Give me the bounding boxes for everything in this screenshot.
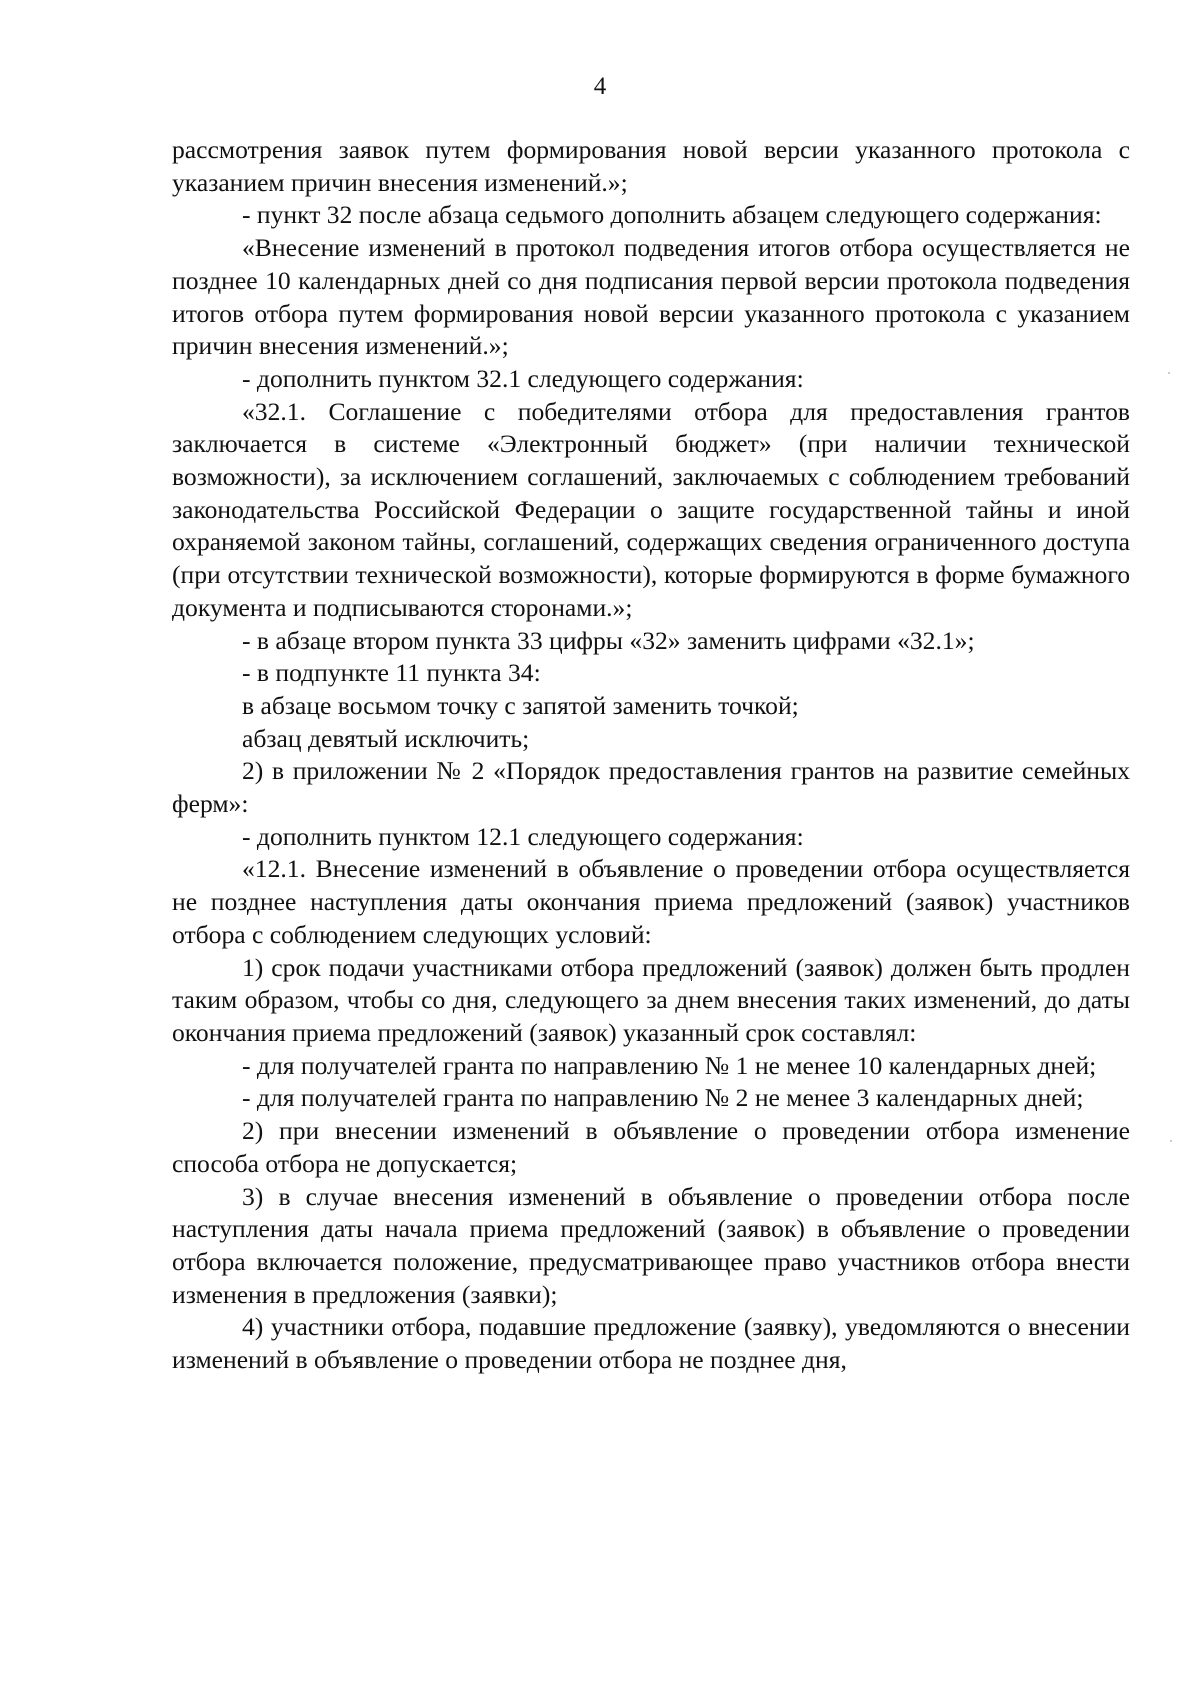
scan-artifact — [1168, 372, 1170, 374]
paragraph: рассмотрения заявок путем формирования новой версии указанного протокола с указанием причин внесения изменений.»; — [172, 135, 1130, 197]
paragraph: «Внесение изменений в протокол подведения итогов отбора осуществляется не позднее 10 календарных дней со дня подписания первой версии протокола подведения итогов отбора путем формирования новой версии указанного протокола с указанием причин внесения изменений.»; — [172, 233, 1130, 361]
paragraph: - дополнить пунктом 12.1 следующего содержания: — [242, 821, 804, 851]
paragraph: - для получателей гранта по направлению № 2 не менее 3 календарных дней; — [242, 1083, 1084, 1113]
document-body — [172, 134, 1130, 1377]
scan-artifact — [1170, 1140, 1172, 1142]
paragraph: - в абзаце втором пункта 33 цифры «32» заменить цифрами «32.1»; — [242, 625, 975, 655]
paragraph: 3) в случае внесения изменений в объявление о проведении отбора после наступления даты начала приема предложений (заявок) в объявление о проведении отбора включается положение, предусматривающее право участников отбора внести изменения в предложения (заявки); — [172, 1181, 1130, 1309]
paragraph: - для получателей гранта по направлению № 1 не менее 10 календарных дней; — [242, 1050, 1097, 1080]
paragraph: - пункт 32 после абзаца седьмого дополнить абзацем следующего содержания: — [242, 200, 1102, 230]
paragraph: в абзаце восьмом точку с запятой заменить точкой; — [242, 690, 799, 720]
paragraph: 1) срок подачи участниками отбора предложений (заявок) должен быть продлен таким образом, чтобы со дня, следующего за днем внесения таких изменений, до даты окончания приема предложений (заявок) указанный срок составлял: — [172, 952, 1130, 1047]
paragraph: - дополнить пунктом 32.1 следующего содержания: — [242, 363, 804, 393]
paragraph: абзац девятый исключить; — [242, 723, 530, 753]
paragraph: «32.1. Соглашение с победителями отбора для предоставления грантов заключается в системе «Электронный бюджет» (при наличии технической возможности), за исключением соглашений, заключаемых с соблюдением требований законодательства Российской Федерации о защите государственной тайны и иной охраняемой законом тайны, соглашений, содержащих сведения ограниченного доступа (при отсутствии технической возможности), которые формируются в форме бумажного документа и подписываются сторонами.»; — [172, 396, 1130, 622]
paragraph: «12.1. Внесение изменений в объявление о проведении отбора осуществляется не позднее наступления даты окончания приема предложений (заявок) участников отбора с соблюдением следующих условий: — [172, 854, 1130, 949]
paragraph: 2) в приложении № 2 «Порядок предоставления грантов на развитие семейных ферм»: — [172, 756, 1130, 819]
paragraph: 4) участники отбора, подавшие предложение (заявку), уведомляются о внесении изменений в объявление о проведении отбора не позднее дня, — [172, 1312, 1130, 1375]
page-number: 4 — [593, 73, 607, 100]
paragraph: - в подпункте 11 пункта 34: — [242, 658, 541, 688]
paragraph: 2) при внесении изменений в объявление о проведении отбора изменение способа отбора не допускается; — [172, 1116, 1130, 1178]
